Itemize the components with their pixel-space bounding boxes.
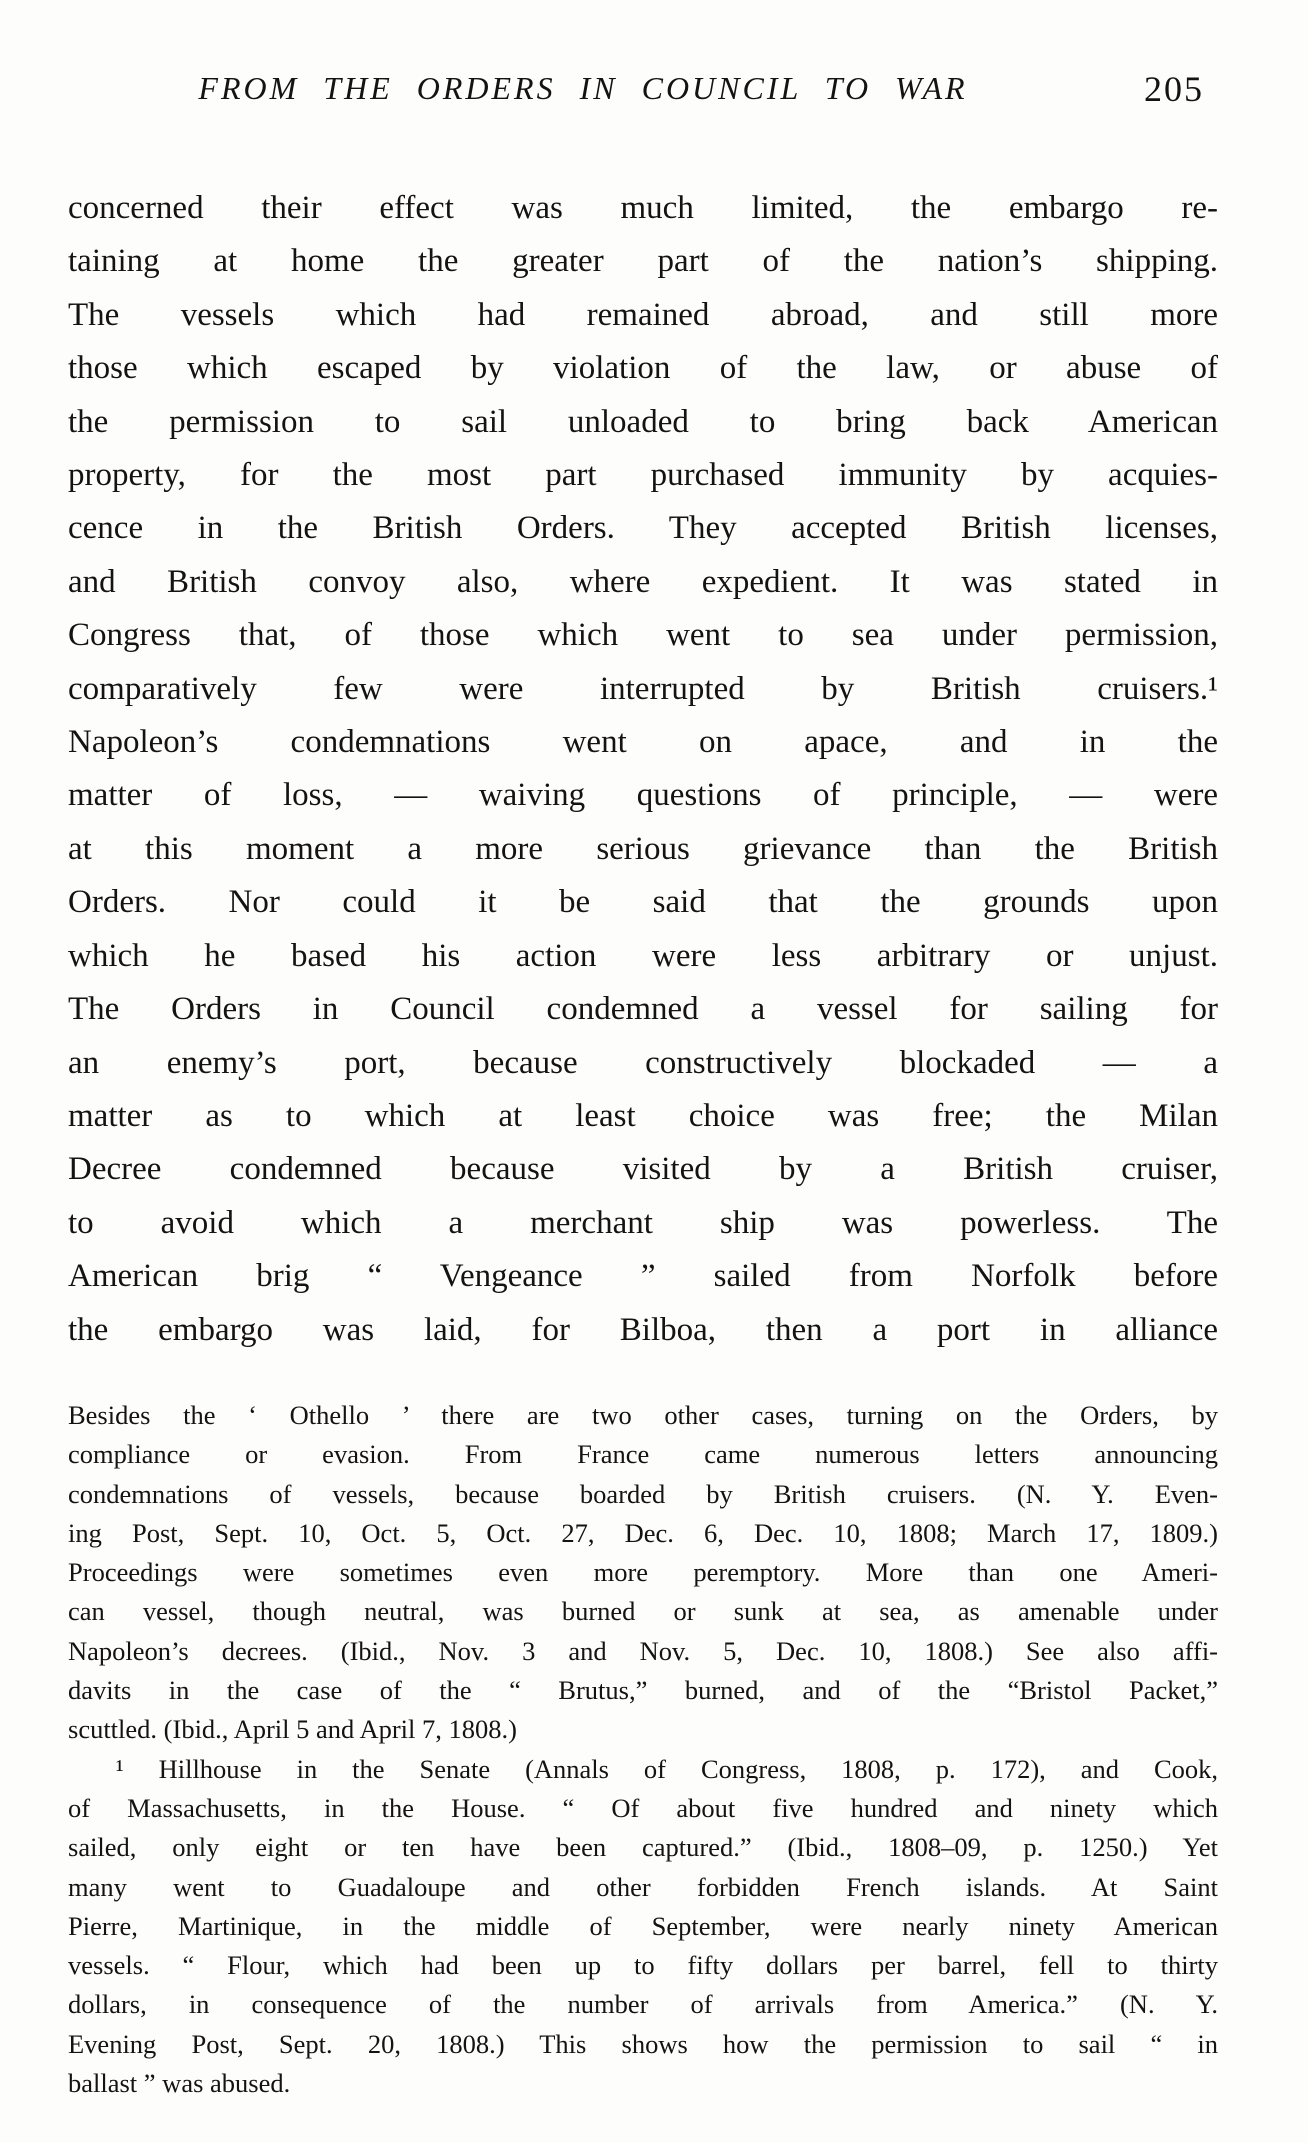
text-line: at this moment a more serious grievance than the British (68, 830, 1218, 867)
text-line: Decree condemned because visited by a British cruiser, (68, 1151, 1218, 1188)
text-line: The vessels which had remained abroad, and still more (68, 296, 1218, 333)
text-line: The Orders in Council condemned a vessel for sailing for (68, 991, 1218, 1028)
text-line: Proceedings were sometimes even more peremptory. More than one Ameri- (68, 1557, 1218, 1588)
text-line: to avoid which a merchant ship was powerless. The (68, 1204, 1218, 1241)
text-line: Pierre, Martinique, in the middle of September, were nearly ninety American (68, 1910, 1218, 1941)
text-line: Congress that, of those which went to sea under permission, (68, 617, 1218, 654)
text-line: scuttled. (Ibid., April 5 and April 7, 1808.) (68, 1714, 517, 1745)
running-title: FROM THE ORDERS IN COUNCIL TO WAR (198, 70, 968, 106)
text-line: sailed, only eight or ten have been captured.” (Ibid., 1808–09, p. 1250.) Yet (68, 1832, 1218, 1863)
text-line: matter as to which at least choice was free; the Milan (68, 1097, 1218, 1134)
text-line: the embargo was laid, for Bilboa, then a port in alliance (68, 1311, 1218, 1348)
text-line: ¹ Hillhouse in the Senate (Annals of Congress, 1808, p. 172), and Cook, (115, 1753, 1218, 1784)
text-line: property, for the most part purchased immunity by acquies- (68, 457, 1218, 494)
text-line: which he based his action were less arbitrary or unjust. (68, 937, 1218, 974)
text-line: comparatively few were interrupted by British cruisers.¹ (68, 670, 1218, 707)
paragraph (68, 1396, 1218, 1750)
text-line: vessels. “ Flour, which had been up to fifty dollars per barrel, fell to thirty (68, 1950, 1218, 1981)
text-line: concerned their effect was much limited, the embargo re- (68, 190, 1218, 226)
text-line: ing Post, Sept. 10, Oct. 5, Oct. 27, Dec. 6, Dec. 10, 1808; March 17, 1809.) (68, 1517, 1218, 1548)
text-line: Orders. Nor could it be said that the grounds upon (68, 884, 1218, 921)
text-line: ballast ” was abused. (68, 2068, 291, 2099)
page-number: 205 (1144, 69, 1204, 109)
text-line: American brig “ Vengeance ” sailed from Norfolk before (68, 1258, 1218, 1295)
text-line: of Massachusetts, in the House. “ Of about five hundred and ninety which (68, 1792, 1218, 1823)
text-line: Napoleon’s decrees. (Ibid., Nov. 3 and Nov. 5, Dec. 10, 1808.) See also affi- (68, 1635, 1218, 1666)
text-line: compliance or evasion. From France came numerous letters announcing (68, 1439, 1218, 1470)
text-line: can vessel, though neutral, was burned or sunk at sea, as amenable under (68, 1596, 1218, 1627)
footnotes (68, 1396, 1218, 2103)
text-line: Evening Post, Sept. 20, 1808.) This shows how the permission to sail “ in (68, 2028, 1218, 2059)
text-line: taining at home the greater part of the nation’s shipping. (68, 243, 1218, 280)
text-line: Besides the ‘ Othello ’ there are two other cases, turning on the Orders, by (68, 1400, 1218, 1430)
text-line: dollars, in consequence of the number of arrivals from America.” (N. Y. (68, 1989, 1218, 2020)
text-line: davits in the case of the “ Brutus,” burned, and of the “Bristol Packet,” (68, 1675, 1218, 1706)
text-line: cence in the British Orders. They accepted British licenses, (68, 510, 1218, 547)
text-line: and British convoy also, where expedient. It was stated in (68, 563, 1218, 600)
text-line: condemnations of vessels, because boarded by British cruisers. (N. Y. Even- (68, 1478, 1218, 1509)
text-line: matter of loss, — waiving questions of principle, — were (68, 777, 1218, 814)
text-line: those which escaped by violation of the law, or abuse of (68, 350, 1218, 387)
body-text (68, 182, 1218, 1357)
text-line: an enemy’s port, because constructively blockaded — a (68, 1044, 1218, 1081)
text-line: Napoleon’s condemnations went on apace, and in the (68, 724, 1218, 761)
paragraph (68, 1750, 1218, 2104)
text-line: many went to Guadaloupe and other forbidden French islands. At Saint (68, 1871, 1218, 1902)
paragraph (68, 182, 1218, 1357)
running-header (68, 70, 1218, 120)
text-line: the permission to sail unloaded to bring back American (68, 403, 1218, 440)
